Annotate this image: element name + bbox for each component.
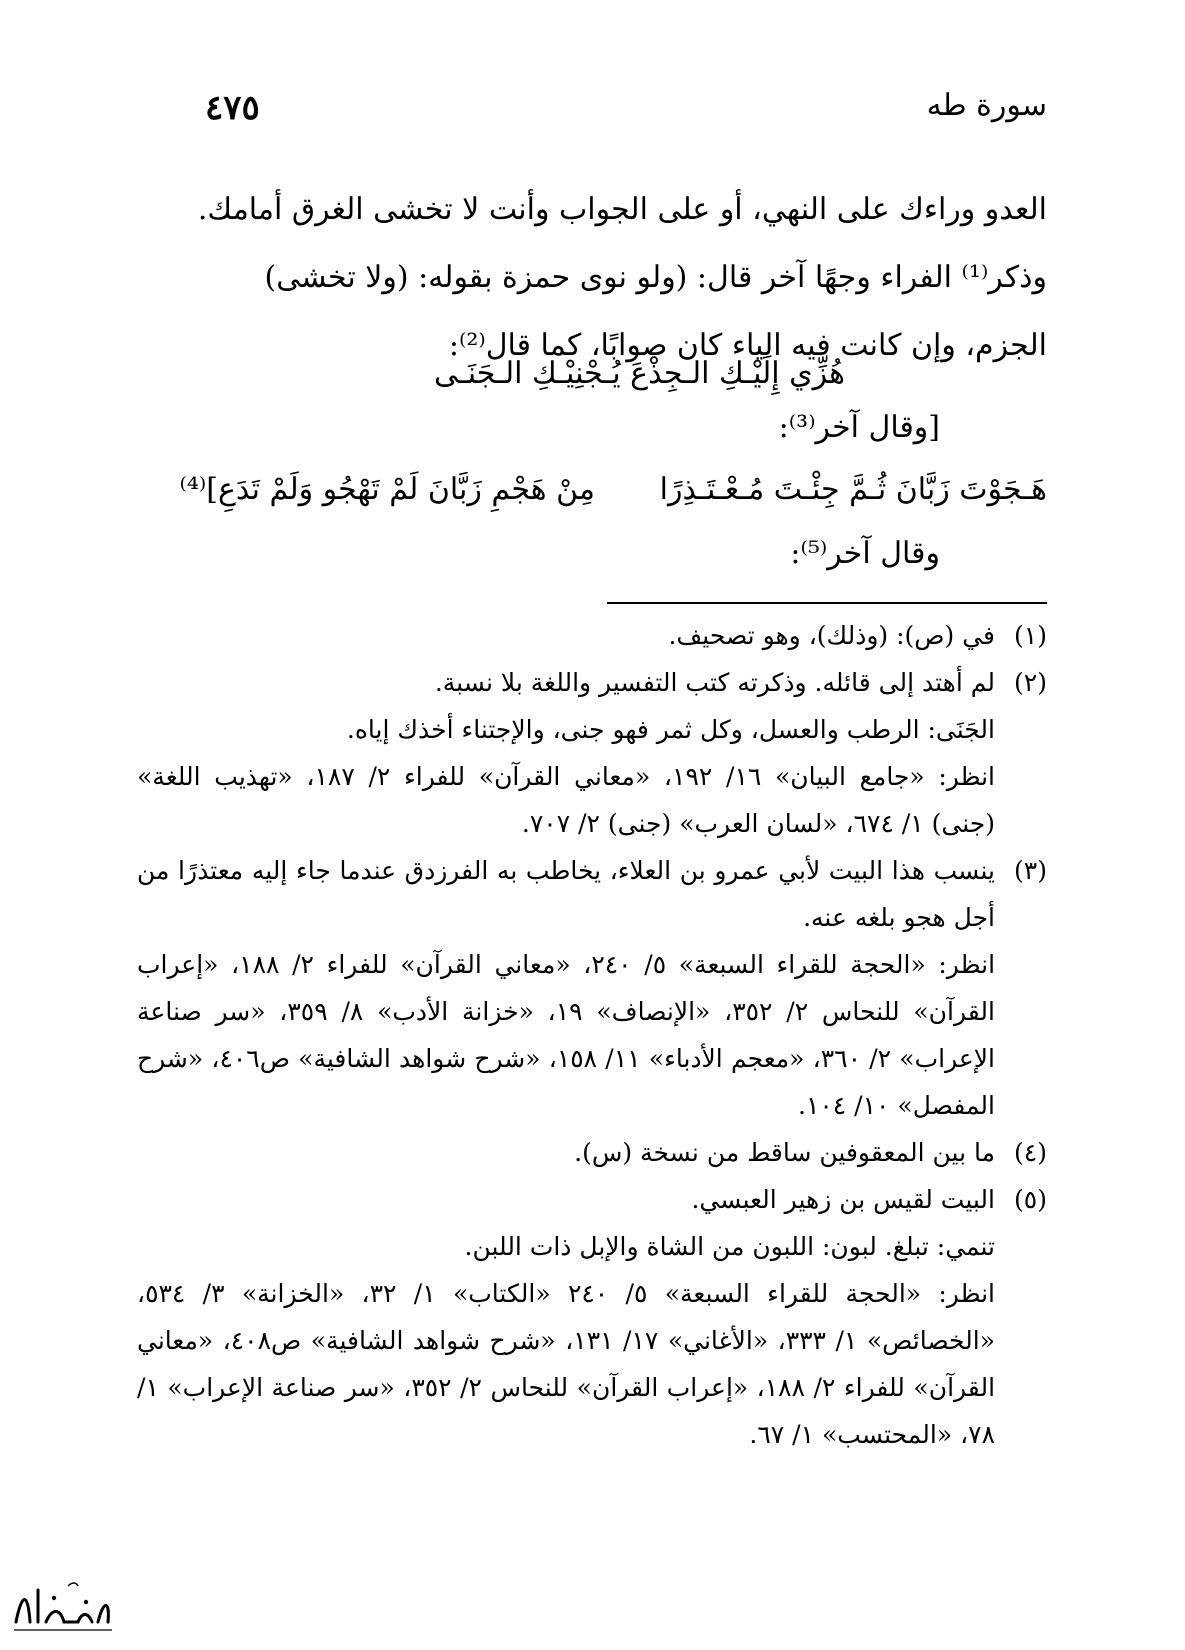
poetry-hemistich-second: مِنْ هَجْمِ زَبَّانَ لَمْ تَهْجُو وَلَمْ تَدَعِ]⁽⁴⁾	[179, 472, 595, 507]
footnote-text: ينسب هذا البيت لأبي عمرو بن العلاء، يخاطب به الفرزدق عندما جاء إليه معتذرًا من أجل هجو بلغه عنه.	[137, 856, 995, 932]
footnote-body	[137, 847, 995, 1129]
footnote-text: تنمي: تبلغ. لبون: اللبون من الشاة والإبل ذات اللبن.	[464, 1232, 995, 1261]
footnote-separator	[607, 602, 1047, 604]
footnote-body	[137, 1129, 995, 1176]
verse-intro: [وقال آخر⁽³⁾:	[778, 410, 940, 445]
poetry-verse: هُزِّي إِلَيْـكِ الـجِذْعَ يُـجْنِيْـكِ الـجَنَـى	[433, 356, 845, 391]
footnote-number: (١)	[1014, 621, 1047, 650]
footnote-text: انظر: «الحجة للقراء السبعة» ٥/ ٢٤٠، «معاني القرآن» للفراء ٢/ ١٨٨، «إعراب القرآن» للنحاس ٢/ ٣٥٢، «الإنصاف» ١٩، «خزانة الأدب» ٨/ ٣٥٩، «سر صناعة الإعراب» ٢/ ٣٦٠، «معجم الأدباء» ١١/ ١٥٨، «شرح شواهد الشافية» ص٤٠٦، «شرح المفصل» ١٠/ ١٠٤.	[137, 950, 996, 1120]
footnote-body	[137, 659, 995, 847]
footnote	[137, 847, 1047, 1129]
main-line: العدو وراءك على النهي، أو على الجواب وأنت لا تخشى الغرق أمامك.	[197, 192, 1047, 227]
footnote-body	[137, 612, 995, 659]
main-line: وذكر⁽¹⁾ الفراء وجهًا آخر قال: (ولو نوى حمزة بقوله: (ولا تخشى)	[264, 260, 1047, 295]
footnote	[137, 1176, 1047, 1458]
footnote-text: في (ص): (وذلك)، وهو تصحيف.	[668, 621, 995, 650]
running-header-surah: سورة طه	[926, 88, 1047, 123]
page-number: ٤٧٥	[205, 88, 260, 128]
footnote-number: (٤)	[1014, 1138, 1047, 1167]
verse-intro: وقال آخر⁽⁵⁾:	[790, 536, 940, 571]
footnote-text: البيت لقيس بن زهير العبسي.	[691, 1185, 995, 1214]
footnote-text: لم أهتد إلى قائله. وذكرته كتب التفسير واللغة بلا نسبة.	[434, 668, 995, 697]
footnote-number: (٣)	[1014, 856, 1047, 885]
footnote-text: انظر: «جامع البيان» ١٦/ ١٩٢، «معاني القرآن» للفراء ٢/ ١٨٧، «تهذيب اللغة» (جنى) ١/ ٦٧٤، «لسان العرب» (جنى) ٢/ ٧٠٧.	[137, 762, 996, 838]
footnote	[137, 612, 1047, 659]
footnote-text: الجَنَى: الرطب والعسل، وكل ثمر فهو جنى، والإجتناء أخذك إياه.	[346, 715, 995, 744]
main-line: الجزم، وإن كانت فيه الياء كان صوابًا، كما قال⁽²⁾:	[448, 328, 1047, 363]
footnote	[137, 659, 1047, 847]
footnote-text: انظر: «الحجة للقراء السبعة» ٥/ ٢٤٠ «الكتاب» ١/ ٣٢، «الخزانة» ٣/ ٥٣٤، «الخصائص» ١/ ٣٣٣، «الأغاني» ١٧/ ١٣١، «شرح شواهد الشافية» ص٤٠٨، «معاني القرآن» للفراء ٢/ ١٨٨، «إعراب القرآن» للنحاس ٢/ ٣٥٢، «سر صناعة الإعراب» ١/ ٧٨، «المحتسب» ١/ ٦٧.	[137, 1279, 996, 1449]
footnote-number: (٥)	[1014, 1185, 1047, 1214]
main-text	[137, 176, 1047, 380]
footnote-text: ما بين المعقوفين ساقط من نسخة (س).	[574, 1138, 995, 1167]
footnote-body	[137, 1176, 995, 1458]
footnotes	[137, 612, 1047, 1458]
footnote	[137, 1129, 1047, 1176]
calligraphy-logo-icon	[8, 1578, 118, 1642]
footnote-number: (٢)	[1014, 668, 1047, 697]
poetry-hemistich-first: هَـجَوْتَ زَبَّانَ ثُـمَّ جِئْـتَ مُـعْـتَـذِرًا	[659, 472, 1047, 507]
